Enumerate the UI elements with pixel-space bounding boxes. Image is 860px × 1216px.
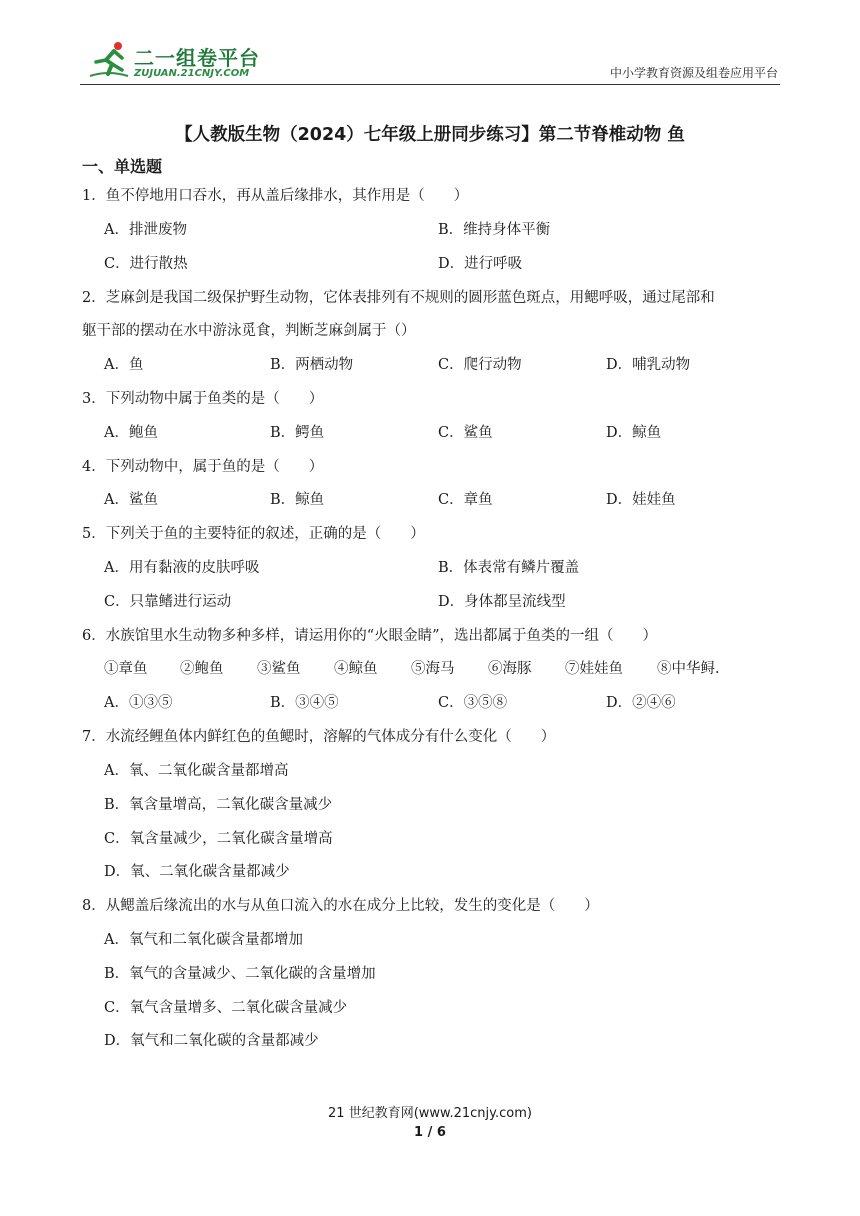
- page-title: 【人教版生物（2024）七年级上册同步练习】第二节脊椎动物 鱼: [175, 125, 685, 145]
- q2-option-b[interactable]: B．两栖动物: [270, 357, 354, 373]
- q5-option-b[interactable]: B．体表常有鳞片覆盖: [438, 560, 580, 576]
- q6-item-1: ①章鱼: [104, 661, 148, 677]
- q2-option-a[interactable]: A．鱼: [104, 357, 144, 373]
- question-3-stem: 3．下列动物中属于鱼类的是（ ）: [82, 391, 324, 407]
- page-header: [80, 28, 780, 86]
- logo-subtext: ZUJUAN.21CNJY.COM: [134, 68, 250, 79]
- page-number: 1 / 6: [414, 1125, 446, 1140]
- question-1-stem: 1．鱼不停地用口吞水，再从盖后缘排水，其作用是（ ）: [82, 188, 469, 204]
- question-7-stem: 7．水流经鲤鱼体内鲜红色的鱼鳃时，溶解的气体成分有什么变化（ ）: [82, 729, 556, 745]
- q1-option-d[interactable]: D．进行呼吸: [438, 256, 523, 272]
- question-8-stem: 8．从鳃盖后缘流出的水与从鱼口流入的水在成分上比较，发生的变化是（ ）: [82, 898, 599, 914]
- q6-option-c[interactable]: C．③⑤⑧: [438, 695, 508, 711]
- q8-option-a[interactable]: A．氧气和二氧化碳含量都增加: [104, 932, 303, 948]
- q6-option-b[interactable]: B．③④⑤: [270, 695, 339, 711]
- q6-option-a[interactable]: A．①③⑤: [104, 695, 173, 711]
- q8-option-b[interactable]: B．氧气的含量减少、二氧化碳的含量增加: [104, 966, 376, 982]
- question-2-stem-line2: 躯干部的摆动在水中游泳觅食，判断芝麻剑属于（）: [82, 323, 416, 339]
- footer-site: 21 世纪教育网(www.21cnjy.com): [328, 1106, 532, 1121]
- q6-item-8: ⑧中华鲟.: [657, 661, 720, 677]
- q3-option-c[interactable]: C．鲨鱼: [438, 425, 493, 441]
- q6-item-5: ⑤海马: [411, 661, 455, 677]
- q4-option-c[interactable]: C．章鱼: [438, 492, 493, 508]
- question-2-stem-line1: 2．芝麻剑是我国二级保护野生动物，它体表排列有不规则的圆形蓝色斑点，用鳃呼吸，通过尾部和: [82, 290, 715, 306]
- q8-option-d[interactable]: D．氧气和二氧化碳的含量都减少: [104, 1033, 319, 1049]
- question-4-stem: 4．下列动物中，属于鱼的是（ ）: [82, 459, 324, 475]
- logo-text: 二一组卷平台: [134, 46, 260, 70]
- q2-option-d[interactable]: D．哺乳动物: [606, 357, 691, 373]
- q1-option-c[interactable]: C．进行散热: [104, 256, 188, 272]
- q1-option-a[interactable]: A．排泄废物: [104, 222, 187, 238]
- q6-option-d[interactable]: D．②④⑥: [606, 695, 676, 711]
- q6-item-6: ⑥海豚: [488, 661, 532, 677]
- question-5-stem: 5．下列关于鱼的主要特征的叙述，正确的是（ ）: [82, 526, 425, 542]
- q3-option-d[interactable]: D．鲸鱼: [606, 425, 662, 441]
- runner-logo-icon: [88, 40, 132, 80]
- q7-option-b[interactable]: B．氧含量增高，二氧化碳含量减少: [104, 797, 333, 813]
- q2-option-c[interactable]: C．爬行动物: [438, 357, 522, 373]
- q5-option-d[interactable]: D．身体都呈流线型: [438, 594, 566, 610]
- q7-option-a[interactable]: A．氧、二氧化碳含量都增高: [104, 763, 289, 779]
- q3-option-b[interactable]: B．鳄鱼: [270, 425, 325, 441]
- q1-option-b[interactable]: B．维持身体平衡: [438, 222, 551, 238]
- q6-item-4: ④鲸鱼: [334, 661, 378, 677]
- q7-option-d[interactable]: D．氧、二氧化碳含量都减少: [104, 864, 290, 880]
- q6-item-7: ⑦娃娃鱼: [565, 661, 623, 677]
- q5-option-c[interactable]: C．只靠鳍进行运动: [104, 594, 232, 610]
- q6-item-3: ③鲨鱼: [257, 661, 301, 677]
- section-heading: 一、单选题: [82, 157, 163, 176]
- header-divider: [80, 84, 780, 85]
- q5-option-a[interactable]: A．用有黏液的皮肤呼吸: [104, 560, 260, 576]
- q4-option-b[interactable]: B．鲸鱼: [270, 492, 325, 508]
- q6-item-2: ②鲍鱼: [180, 661, 224, 677]
- q7-option-c[interactable]: C．氧含量减少，二氧化碳含量增高: [104, 831, 333, 847]
- q8-option-c[interactable]: C．氧气含量增多、二氧化碳含量减少: [104, 1000, 348, 1016]
- question-6-stem: 6．水族馆里水生动物多种多样，请运用你的“火眼金睛”，选出都属于鱼类的一组（ ）: [82, 628, 658, 644]
- q4-option-d[interactable]: D．娃娃鱼: [606, 492, 676, 508]
- q4-option-a[interactable]: A．鲨鱼: [104, 492, 158, 508]
- q3-option-a[interactable]: A．鲍鱼: [104, 425, 158, 441]
- site-tagline: 中小学教育资源及组卷应用平台: [609, 66, 778, 80]
- site-logo[interactable]: [88, 36, 278, 84]
